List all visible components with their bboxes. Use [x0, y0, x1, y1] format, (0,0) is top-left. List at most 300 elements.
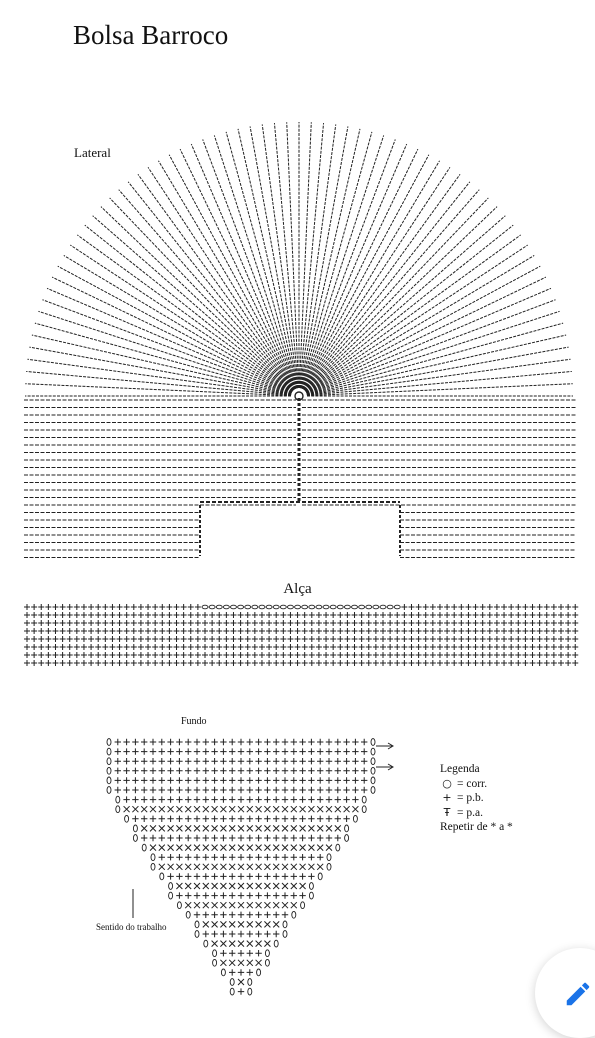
chain-stitch [107, 748, 111, 755]
single-crochet-stitch [299, 835, 305, 841]
single-crochet-stitch [220, 777, 226, 783]
single-crochet-stitch [437, 644, 443, 650]
single-crochet-stitch [344, 660, 350, 666]
single-crochet-stitch [138, 604, 144, 610]
single-crochet-stitch [38, 612, 44, 618]
chain-stitch [186, 911, 190, 918]
single-crochet-stitch [60, 636, 66, 642]
crossed-stitch [212, 825, 218, 831]
crossed-stitch [150, 845, 156, 851]
single-crochet-stitch [501, 644, 507, 650]
single-crochet-stitch [501, 660, 507, 666]
single-crochet-stitch [220, 931, 226, 937]
single-crochet-stitch [223, 620, 229, 626]
lateral-stitch-line [305, 216, 505, 391]
chain-stitch [323, 605, 329, 609]
single-crochet-stitch [252, 644, 258, 650]
single-crochet-stitch [194, 777, 200, 783]
single-crochet-stitch [299, 768, 305, 774]
single-crochet-stitch [52, 660, 58, 666]
crossed-stitch [203, 864, 209, 870]
single-crochet-stitch [95, 604, 101, 610]
single-crochet-stitch [194, 912, 200, 918]
single-crochet-stitch [176, 873, 182, 879]
single-crochet-stitch [373, 620, 379, 626]
single-crochet-stitch [280, 652, 286, 658]
crossed-stitch [264, 806, 270, 812]
single-crochet-stitch [451, 660, 457, 666]
single-crochet-stitch [203, 777, 209, 783]
single-crochet-stitch [181, 660, 187, 666]
single-crochet-stitch [238, 660, 244, 666]
single-crochet-stitch [430, 644, 436, 650]
single-crochet-stitch [308, 768, 314, 774]
crossed-stitch [220, 883, 226, 889]
single-crochet-stitch [229, 777, 235, 783]
single-crochet-stitch [401, 652, 407, 658]
crossed-stitch [194, 902, 200, 908]
single-crochet-stitch [572, 652, 578, 658]
single-crochet-stitch [473, 628, 479, 634]
chain-stitch [107, 758, 111, 765]
single-crochet-stitch [102, 644, 108, 650]
single-crochet-stitch [323, 620, 329, 626]
single-crochet-stitch [444, 612, 450, 618]
single-crochet-stitch [115, 768, 121, 774]
single-crochet-symbol: + [442, 791, 452, 804]
single-crochet-stitch [352, 768, 358, 774]
single-crochet-stitch [416, 604, 422, 610]
crossed-stitch [282, 825, 288, 831]
crossed-stitch [168, 864, 174, 870]
single-crochet-stitch [31, 636, 37, 642]
single-crochet-stitch [458, 612, 464, 618]
single-crochet-stitch [337, 612, 343, 618]
single-crochet-stitch [326, 739, 332, 745]
single-crochet-stitch [380, 660, 386, 666]
chain-stitch [160, 873, 164, 880]
single-crochet-stitch [295, 660, 301, 666]
single-crochet-stitch [401, 612, 407, 618]
single-crochet-stitch [423, 644, 429, 650]
single-crochet-stitch [291, 748, 297, 754]
single-crochet-stitch [308, 777, 314, 783]
single-crochet-stitch [302, 620, 308, 626]
single-crochet-stitch [394, 652, 400, 658]
single-crochet-stitch [216, 644, 222, 650]
crossed-stitch [264, 845, 270, 851]
single-crochet-stitch [109, 620, 115, 626]
single-crochet-stitch [123, 796, 129, 802]
single-crochet-stitch [423, 612, 429, 618]
single-crochet-stitch [451, 628, 457, 634]
single-crochet-stitch [145, 628, 151, 634]
single-crochet-stitch [220, 892, 226, 898]
single-crochet-stitch [264, 758, 270, 764]
single-crochet-stitch [152, 636, 158, 642]
single-crochet-stitch [188, 644, 194, 650]
single-crochet-stitch [195, 620, 201, 626]
single-crochet-stitch [458, 652, 464, 658]
single-crochet-stitch [508, 628, 514, 634]
single-crochet-stitch [299, 758, 305, 764]
single-crochet-stitch [494, 644, 500, 650]
single-crochet-stitch [530, 636, 536, 642]
single-crochet-stitch [387, 644, 393, 650]
single-crochet-stitch [247, 892, 253, 898]
single-crochet-stitch [522, 660, 528, 666]
single-crochet-stitch [141, 816, 147, 822]
single-crochet-stitch [280, 612, 286, 618]
single-crochet-stitch [343, 816, 349, 822]
crossed-stitch [300, 883, 306, 889]
single-crochet-stitch [185, 892, 191, 898]
single-crochet-stitch [337, 636, 343, 642]
single-crochet-stitch [352, 636, 358, 642]
single-crochet-stitch [109, 644, 115, 650]
crossed-stitch [335, 825, 341, 831]
single-crochet-stitch [273, 931, 279, 937]
single-crochet-stitch [565, 612, 571, 618]
single-crochet-stitch [159, 612, 165, 618]
crossed-stitch [256, 941, 262, 947]
single-crochet-stitch [159, 835, 165, 841]
single-crochet-stitch [317, 835, 323, 841]
crossed-stitch [229, 845, 235, 851]
single-crochet-stitch [361, 739, 367, 745]
crossed-stitch [229, 883, 235, 889]
single-crochet-stitch [52, 644, 58, 650]
crossed-stitch [291, 845, 297, 851]
chain-stitch [177, 902, 181, 909]
single-crochet-stitch [487, 652, 493, 658]
single-crochet-stitch [176, 768, 182, 774]
crossed-stitch [264, 883, 270, 889]
single-crochet-stitch [522, 612, 528, 618]
single-crochet-stitch [145, 652, 151, 658]
single-crochet-stitch [255, 748, 261, 754]
single-crochet-stitch [167, 739, 173, 745]
single-crochet-stitch [117, 620, 123, 626]
single-crochet-stitch [150, 835, 156, 841]
single-crochet-stitch [167, 796, 173, 802]
crossed-stitch [247, 941, 253, 947]
single-crochet-stitch [220, 796, 226, 802]
single-crochet-stitch [437, 628, 443, 634]
single-crochet-stitch [167, 873, 173, 879]
single-crochet-stitch [309, 660, 315, 666]
single-crochet-stitch [220, 835, 226, 841]
single-crochet-stitch [308, 758, 314, 764]
crossed-stitch [300, 845, 306, 851]
single-crochet-stitch [572, 644, 578, 650]
single-crochet-stitch [203, 768, 209, 774]
single-crochet-stitch [337, 620, 343, 626]
single-crochet-stitch [181, 644, 187, 650]
chain-stitch [245, 605, 251, 609]
single-crochet-stitch [280, 628, 286, 634]
single-crochet-stitch [176, 787, 182, 793]
single-crochet-stitch [24, 644, 30, 650]
single-crochet-stitch [295, 628, 301, 634]
single-crochet-stitch [282, 748, 288, 754]
single-crochet-stitch [508, 660, 514, 666]
single-crochet-stitch [282, 892, 288, 898]
lateral-stitch-line [307, 371, 572, 395]
single-crochet-stitch [203, 816, 209, 822]
single-crochet-stitch [494, 620, 500, 626]
single-crochet-stitch [211, 739, 217, 745]
single-crochet-stitch [352, 620, 358, 626]
single-crochet-stitch [359, 660, 365, 666]
crossed-stitch [247, 864, 253, 870]
single-crochet-stitch [273, 739, 279, 745]
single-crochet-stitch [216, 628, 222, 634]
single-crochet-stitch [45, 604, 51, 610]
single-crochet-stitch [437, 604, 443, 610]
single-crochet-stitch [223, 628, 229, 634]
single-crochet-stitch [141, 835, 147, 841]
single-crochet-stitch [282, 777, 288, 783]
single-crochet-stitch [337, 652, 343, 658]
single-crochet-stitch [229, 854, 235, 860]
single-crochet-stitch [229, 758, 235, 764]
single-crochet-stitch [480, 652, 486, 658]
single-crochet-stitch [458, 628, 464, 634]
single-crochet-stitch [238, 854, 244, 860]
single-crochet-stitch [465, 644, 471, 650]
single-crochet-stitch [174, 644, 180, 650]
single-crochet-stitch [352, 628, 358, 634]
single-crochet-stitch [74, 620, 80, 626]
single-crochet-stitch [132, 816, 138, 822]
single-crochet-stitch [508, 636, 514, 642]
single-crochet-stitch [309, 644, 315, 650]
single-crochet-stitch [522, 620, 528, 626]
single-crochet-stitch [223, 660, 229, 666]
lateral-stitch-line [35, 323, 291, 394]
single-crochet-stitch [295, 636, 301, 642]
single-crochet-stitch [408, 612, 414, 618]
single-crochet-stitch [264, 748, 270, 754]
single-crochet-stitch [88, 660, 94, 666]
single-crochet-stitch [152, 620, 158, 626]
single-crochet-stitch [551, 636, 557, 642]
legend-item-pa [440, 806, 513, 821]
crossed-stitch [264, 941, 270, 947]
single-crochet-stitch [430, 612, 436, 618]
single-crochet-stitch [494, 652, 500, 658]
single-crochet-stitch [465, 604, 471, 610]
single-crochet-stitch [264, 739, 270, 745]
single-crochet-stitch [74, 604, 80, 610]
single-crochet-stitch [558, 620, 564, 626]
chain-stitch [309, 892, 313, 899]
single-crochet-stitch [255, 835, 261, 841]
single-crochet-stitch [572, 636, 578, 642]
single-crochet-stitch [273, 873, 279, 879]
single-crochet-stitch [185, 768, 191, 774]
chain-stitch [366, 605, 372, 609]
single-crochet-stitch [247, 931, 253, 937]
single-crochet-stitch [401, 620, 407, 626]
single-crochet-stitch [159, 644, 165, 650]
crossed-stitch [220, 806, 226, 812]
single-crochet-stitch [480, 660, 486, 666]
single-crochet-stitch [473, 652, 479, 658]
crossed-stitch [264, 902, 270, 908]
single-crochet-stitch [81, 604, 87, 610]
single-crochet-stitch [380, 620, 386, 626]
crossed-stitch [229, 941, 235, 947]
crossed-stitch [238, 941, 244, 947]
single-crochet-stitch [194, 768, 200, 774]
chain-stitch [151, 854, 155, 861]
lateral-chart [24, 122, 576, 558]
single-crochet-stitch [38, 636, 44, 642]
crossed-stitch [168, 825, 174, 831]
single-crochet-stitch [181, 636, 187, 642]
single-crochet-stitch [38, 660, 44, 666]
single-crochet-stitch [185, 816, 191, 822]
single-crochet-stitch [145, 620, 151, 626]
single-crochet-stitch [259, 628, 265, 634]
single-crochet-stitch [530, 612, 536, 618]
crossed-stitch [326, 806, 332, 812]
legend-item-pb [440, 791, 513, 806]
single-crochet-stitch [282, 854, 288, 860]
single-crochet-stitch [416, 612, 422, 618]
single-crochet-stitch [308, 739, 314, 745]
single-crochet-stitch [408, 604, 414, 610]
single-crochet-stitch [131, 644, 137, 650]
single-crochet-stitch [255, 777, 261, 783]
single-crochet-stitch [195, 604, 201, 610]
single-crochet-stitch [31, 628, 37, 634]
single-crochet-stitch [229, 835, 235, 841]
single-crochet-stitch [352, 796, 358, 802]
single-crochet-stitch [444, 652, 450, 658]
single-crochet-stitch [366, 628, 372, 634]
single-crochet-stitch [323, 652, 329, 658]
single-crochet-stitch [88, 652, 94, 658]
single-crochet-stitch [102, 660, 108, 666]
single-crochet-stitch [223, 644, 229, 650]
single-crochet-stitch [335, 796, 341, 802]
single-crochet-stitch [117, 652, 123, 658]
single-crochet-stitch [515, 612, 521, 618]
single-crochet-stitch [109, 636, 115, 642]
single-crochet-stitch [174, 636, 180, 642]
single-crochet-stitch [544, 620, 550, 626]
single-crochet-stitch [109, 612, 115, 618]
crossed-stitch [176, 806, 182, 812]
chain-stitch [133, 825, 137, 832]
single-crochet-stitch [430, 628, 436, 634]
single-crochet-stitch [102, 612, 108, 618]
single-crochet-stitch [247, 950, 253, 956]
single-crochet-stitch [167, 835, 173, 841]
crossed-stitch [185, 845, 191, 851]
single-crochet-stitch [335, 758, 341, 764]
single-crochet-stitch [530, 628, 536, 634]
single-crochet-stitch [316, 652, 322, 658]
chain-stitch [327, 854, 331, 861]
single-crochet-stitch [273, 612, 279, 618]
single-crochet-stitch [508, 644, 514, 650]
single-crochet-stitch [132, 768, 138, 774]
single-crochet-stitch [572, 612, 578, 618]
single-crochet-stitch [309, 612, 315, 618]
single-crochet-stitch [203, 739, 209, 745]
single-crochet-stitch [45, 612, 51, 618]
single-crochet-stitch [302, 652, 308, 658]
chain-stitch [316, 605, 322, 609]
single-crochet-stitch [247, 912, 253, 918]
crossed-stitch [212, 921, 218, 927]
single-crochet-stitch [323, 628, 329, 634]
single-crochet-stitch [264, 912, 270, 918]
single-crochet-stitch [522, 628, 528, 634]
single-crochet-stitch [501, 628, 507, 634]
single-crochet-stitch [394, 660, 400, 666]
single-crochet-stitch [124, 660, 130, 666]
single-crochet-stitch [229, 931, 235, 937]
single-crochet-stitch [565, 660, 571, 666]
crossed-stitch [220, 902, 226, 908]
single-crochet-stitch [273, 892, 279, 898]
single-crochet-stitch [255, 816, 261, 822]
lateral-stitch-line [303, 161, 439, 389]
single-crochet-stitch [131, 652, 137, 658]
single-crochet-stitch [287, 644, 293, 650]
legend-item-text: = corr. [457, 777, 488, 790]
chain-stitch [204, 940, 208, 947]
single-crochet-stitch [352, 652, 358, 658]
single-crochet-stitch [330, 652, 336, 658]
single-crochet-stitch [430, 652, 436, 658]
single-crochet-stitch [117, 604, 123, 610]
single-crochet-stitch [74, 660, 80, 666]
crossed-stitch [203, 921, 209, 927]
single-crochet-stitch [238, 873, 244, 879]
chain-stitch [248, 988, 252, 995]
single-crochet-stitch [67, 620, 73, 626]
single-crochet-stitch [273, 796, 279, 802]
single-crochet-stitch [159, 787, 165, 793]
single-crochet-stitch [202, 628, 208, 634]
crossed-stitch [229, 806, 235, 812]
single-crochet-stitch [167, 758, 173, 764]
chain-stitch [371, 787, 375, 794]
single-crochet-stitch [181, 620, 187, 626]
single-crochet-stitch [124, 620, 130, 626]
single-crochet-stitch [437, 652, 443, 658]
single-crochet-stitch [408, 644, 414, 650]
chain-stitch [116, 806, 120, 813]
single-crochet-stitch [316, 636, 322, 642]
crossed-stitch [220, 825, 226, 831]
single-crochet-stitch [394, 620, 400, 626]
single-crochet-stitch [60, 660, 66, 666]
single-crochet-stitch [317, 777, 323, 783]
single-crochet-stitch [416, 660, 422, 666]
single-crochet-stitch [211, 854, 217, 860]
crossed-stitch [185, 902, 191, 908]
single-crochet-stitch [287, 636, 293, 642]
single-crochet-stitch [74, 644, 80, 650]
single-crochet-stitch [132, 777, 138, 783]
